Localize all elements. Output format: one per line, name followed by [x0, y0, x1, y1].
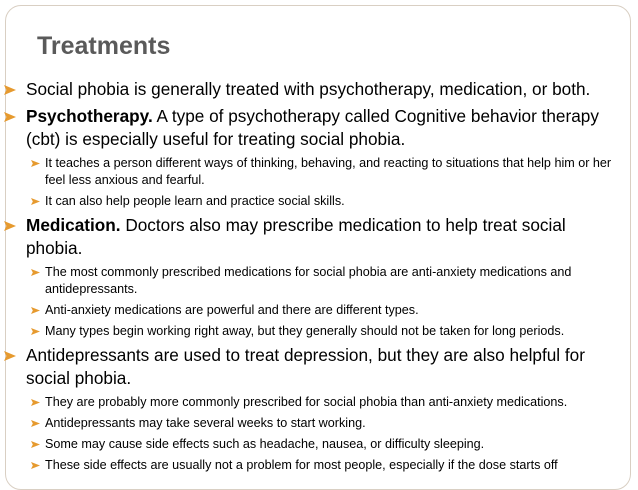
arrow-bullet-icon	[31, 160, 40, 167]
sub-bullet-text: It can also help people learn and practice social skills.	[45, 194, 345, 208]
sub-bullet-text: Many types begin working right away, but they generally should not be taken for long periods.	[45, 324, 565, 338]
sub-bullet-item	[0, 436, 638, 453]
sub-bullet-text: It teaches a person different ways of thinking, behaving, and reacting to situations that help him or her feel less anxious and fearful.	[45, 156, 612, 187]
sub-bullet-text: The most commonly prescribed medications for social phobia are anti-anxiety medications and antidepressants.	[45, 265, 572, 296]
bullet-text: Antidepressants are used to treat depression, but they are also helpful for social phobia.	[26, 345, 585, 388]
arrow-bullet-icon	[31, 441, 40, 448]
sub-bullet-text: They are probably more commonly prescribed for social phobia than anti-anxiety medications.	[45, 395, 568, 409]
sub-bullet-item	[0, 394, 638, 411]
sub-bullet-item	[0, 155, 638, 189]
bullet-item	[0, 344, 638, 390]
bullet-item	[0, 105, 638, 151]
arrow-bullet-icon	[31, 269, 40, 276]
arrow-bullet-icon	[4, 112, 16, 122]
bullet-lead: Psychotherapy.	[26, 106, 153, 126]
sub-bullet-item	[0, 264, 638, 298]
arrow-bullet-icon	[4, 85, 16, 95]
bullet-text: Doctors also may prescribe medication to help treat social phobia.	[26, 215, 566, 258]
bullet-text: A type of psychotherapy called Cognitive behavior therapy (cbt) is especially useful for treating social phobia.	[26, 106, 599, 149]
sub-bullet-item	[0, 302, 638, 319]
sub-bullet-text: These side effects are usually not a problem for most people, especially if the dose starts off	[45, 458, 558, 472]
arrow-bullet-icon	[31, 328, 40, 335]
sub-bullet-text: Anti-anxiety medications are powerful and there are different types.	[45, 303, 419, 317]
sub-bullet-item	[0, 457, 638, 474]
arrow-bullet-icon	[31, 420, 40, 427]
sub-bullet-item	[0, 415, 638, 432]
arrow-bullet-icon	[4, 221, 16, 231]
arrow-bullet-icon	[4, 351, 16, 361]
bullet-item	[0, 214, 638, 260]
slide-title: Treatments	[37, 32, 171, 60]
sub-bullet-text: Antidepressants may take several weeks to start working.	[45, 416, 366, 430]
sub-bullet-item	[0, 323, 638, 340]
bullet-item	[0, 78, 638, 101]
slide-content	[0, 78, 638, 478]
arrow-bullet-icon	[31, 399, 40, 406]
bullet-text: Social phobia is generally treated with psychotherapy, medication, or both.	[26, 79, 591, 99]
sub-bullet-text: Some may cause side effects such as headache, nausea, or difficulty sleeping.	[45, 437, 485, 451]
sub-bullet-item	[0, 193, 638, 210]
bullet-lead: Medication.	[26, 215, 121, 235]
arrow-bullet-icon	[31, 462, 40, 469]
arrow-bullet-icon	[31, 307, 40, 314]
arrow-bullet-icon	[31, 198, 40, 205]
